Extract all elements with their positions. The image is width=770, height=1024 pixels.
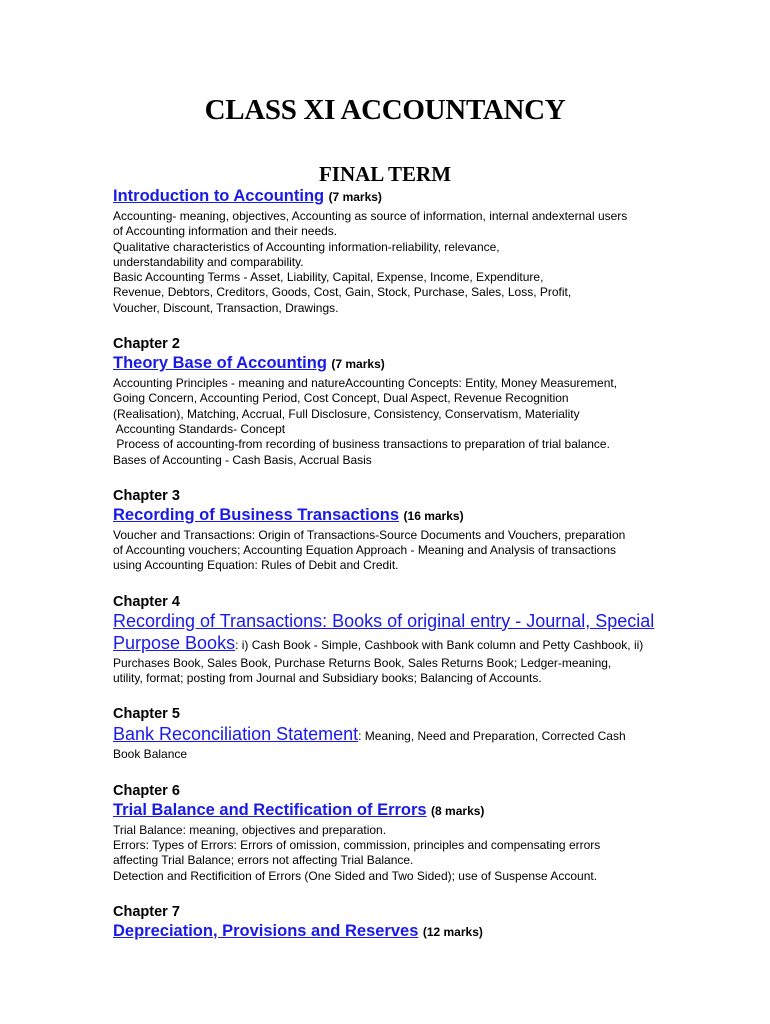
body-line: Revenue, Debtors, Creditors, Goods, Cost, Gain, Stock, Purchase, Sales, Loss, Profit, — [113, 285, 572, 300]
marks-label: (16 marks) — [403, 508, 464, 523]
body-line: Process of accounting-from recording of business transactions to preparation of trial balance. — [113, 437, 610, 452]
body-line: Purchases Book, Sales Book, Purchase Returns Book, Sales Returns Book; Ledger-meaning, — [113, 655, 612, 670]
heading-suffix: : i) Cash Book - Simple, Cashbook with Bank column and Petty Cashbook, ii) — [235, 637, 644, 652]
chapter-label: Chapter 5 — [113, 706, 180, 723]
section-chapter-5 — [113, 706, 673, 762]
section-heading — [113, 724, 673, 747]
body-line: using Accounting Equation: Rules of Debit and Credit. — [113, 558, 399, 573]
term-title: FINAL TERM — [318, 162, 452, 186]
heading-link-books-original-entry[interactable]: Recording of Transactions: Books of original entry - Journal, Special — [113, 610, 655, 631]
section-heading — [113, 354, 673, 374]
body-line: Detection and Rectificition of Errors (One Sided and Two Sided); use of Suspense Account. — [113, 868, 598, 883]
syllabus-content — [113, 186, 673, 944]
body-line: Qualitative characteristics of Accounting information-reliability, relevance, — [113, 239, 500, 254]
body-line: Trial Balance: meaning, objectives and preparation. — [113, 822, 387, 837]
body-line: Going Concern, Accounting Period, Cost Concept, Dual Aspect, Revenue Recognition — [113, 391, 569, 406]
section-chapter-7 — [113, 904, 673, 942]
section-introduction — [113, 187, 673, 316]
body-line: of Accounting information and their needs. — [113, 224, 338, 239]
marks-label: (7 marks) — [331, 357, 385, 372]
body-line: Errors: Types of Errors: Errors of omission, commission, principles and compensating errors — [113, 837, 601, 852]
body-line: Bases of Accounting - Cash Basis, Accrual Basis — [113, 452, 372, 467]
body-line: Basic Accounting Terms - Asset, Liability, Capital, Expense, Income, Expenditure, — [113, 270, 544, 285]
body-line: Book Balance — [113, 747, 188, 762]
marks-label: (12 marks) — [422, 924, 483, 939]
heading-link-purpose-books[interactable]: Purpose Books — [113, 632, 236, 653]
heading-link-introduction[interactable]: Introduction to Accounting — [113, 187, 325, 205]
section-heading — [113, 801, 673, 821]
section-heading-continued — [113, 633, 673, 656]
body-line: Accounting Principles - meaning and natureAccounting Concepts: Entity, Money Measurement, — [113, 376, 618, 391]
body-line: (Realisation), Matching, Accrual, Full Disclosure, Consistency, Conservatism, Materiality — [113, 406, 580, 421]
body-line: affecting Trial Balance; errors not affecting Trial Balance. — [113, 853, 414, 868]
body-line: understandability and comparability. — [113, 254, 304, 269]
section-heading — [113, 506, 673, 526]
section-heading — [113, 187, 673, 207]
chapter-label: Chapter 2 — [113, 336, 180, 353]
page-title: CLASS XI ACCOUNTANCY — [204, 94, 566, 126]
chapter-label: Chapter 7 — [113, 903, 180, 920]
heading-link-bank-reconciliation[interactable]: Bank Reconciliation Statement — [113, 724, 359, 745]
chapter-label: Chapter 3 — [113, 487, 180, 504]
body-line: Voucher, Discount, Transaction, Drawings. — [113, 300, 339, 315]
body-line: Voucher and Transactions: Origin of Transactions-Source Documents and Vouchers, preparation — [113, 527, 626, 542]
section-heading — [113, 922, 673, 942]
section-chapter-2 — [113, 336, 673, 468]
chapter-label: Chapter 4 — [113, 593, 180, 610]
chapter-label: Chapter 6 — [113, 782, 180, 799]
marks-label: (8 marks) — [431, 803, 485, 818]
heading-link-theory-base[interactable]: Theory Base of Accounting — [113, 354, 327, 373]
body-line: Accounting Standards- Concept — [113, 421, 286, 436]
section-chapter-4 — [113, 594, 673, 687]
heading-link-trial-balance[interactable]: Trial Balance and Rectification of Errors — [113, 800, 427, 819]
section-chapter-6 — [113, 783, 673, 884]
body-line: of Accounting vouchers; Accounting Equation Approach - Meaning and Analysis of transactions — [113, 543, 616, 558]
marks-label: (7 marks) — [328, 190, 382, 204]
body-line: utility, format; posting from Journal and Subsidiary books; Balancing of Accounts. — [113, 671, 542, 686]
heading-link-recording-business[interactable]: Recording of Business Transactions — [113, 505, 400, 524]
heading-suffix: : Meaning, Need and Preparation, Corrected Cash — [358, 729, 626, 744]
section-chapter-3 — [113, 488, 673, 574]
section-heading — [113, 611, 673, 633]
heading-link-depreciation[interactable]: Depreciation, Provisions and Reserves — [113, 921, 419, 940]
body-line: Accounting- meaning, objectives, Accounting as source of information, internal andexternal users — [113, 209, 628, 223]
